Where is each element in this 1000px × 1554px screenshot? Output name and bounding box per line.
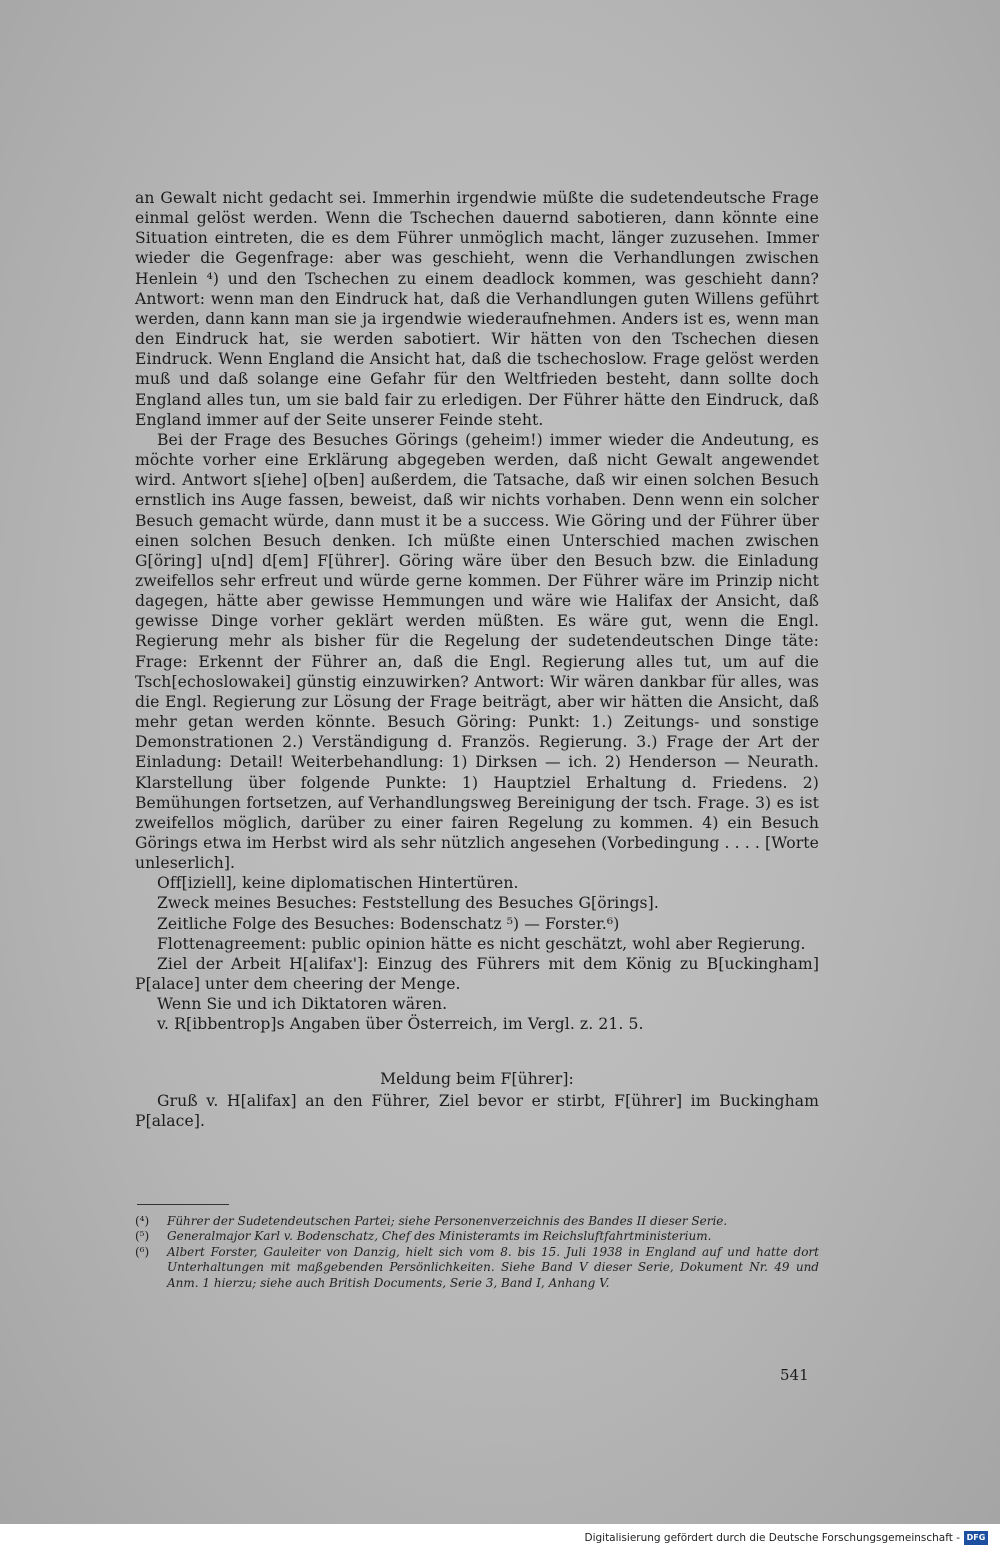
- paragraph-7: Ziel der Arbeit H[alifax']: Einzug des Führers mit dem König zu B[uckingham] P[alace] unter dem cheering der Menge.: [135, 954, 819, 994]
- footnote-5: [135, 1229, 819, 1244]
- footnote-text: Generalmajor Karl v. Bodenschatz, Chef des Ministeramts im Reichsluftfahrtministerium.: [167, 1229, 712, 1244]
- paragraph-5: Zeitliche Folge des Besuches: Bodenschatz ⁵) — Forster.⁶): [157, 914, 620, 933]
- footer-credit: Digitalisierung gefördert durch die Deutsche Forschungsgemeinschaft -: [584, 1532, 960, 1544]
- footnote-text: Albert Forster, Gauleiter von Danzig, hielt sich vom 8. bis 15. Juli 1938 in England auf und hatte dort Unterhaltungen mit maßgebenden Persönlichkeiten. Siehe Band V dieser Serie, Dokument Nr. 49 und Anm. 1 hierzu; siehe auch British Documents, Serie 3, Band I, Anhang V.: [167, 1244, 819, 1290]
- section-heading: Meldung beim F[ührer]:: [380, 1069, 574, 1088]
- paragraph-4: Zweck meines Besuches: Feststellung des Besuches G[örings].: [157, 894, 659, 913]
- paragraph-8: Wenn Sie und ich Diktatoren wären.: [157, 995, 448, 1014]
- paragraph-6: Flottenagreement: public opinion hätte es nicht geschätzt, wohl aber Regierung.: [157, 934, 806, 953]
- page-number: 541: [780, 1366, 809, 1384]
- paragraph-9: v. R[ibbentrop]s Angaben über Österreich, im Vergl. z. 21. 5.: [157, 1015, 644, 1034]
- paragraph-1: an Gewalt nicht gedacht sei. Immerhin irgendwie müßte die sudetendeutsche Frage einmal gelöst werden. Wenn die Tschechen dauernd sabotieren, dann könnte eine Situation eintreten, die es dem Führer unmöglich macht, länger zuzusehen. Immer wieder die Gegenfrage: aber was geschieht, wenn die Verhandlungen zwischen Henlein ⁴) und den Tschechen zu einem deadlock kommen, was geschieht dann? Antwort: wenn man den Eindruck hat, daß die Verhandlungen guten Willens geführt werden, dann kann man sie ja irgendwie wiederaufnehmen. Anders ist es, wenn man den Eindruck hat, sie werden sabotiert. Wir hätten von den Tschechen diesen Eindruck. Wenn England die Ansicht hat, daß die tschechoslow. Frage gelöst werden muß und daß solange eine Gefahr für den Weltfrieden besteht, dann sollte doch England alles tun, um sie bald fair zu erledigen. Der Führer hätte den Eindruck, daß England immer auf der Seite unserer Feinde steht.: [135, 189, 819, 429]
- dfg-logo-icon: DFG: [964, 1531, 988, 1545]
- footnote-4: [135, 1214, 819, 1229]
- footnote-number: (⁴): [135, 1214, 150, 1228]
- footnote-text: Führer der Sudetendeutschen Partei; siehe Personenverzeichnis des Bandes II dieser Serie.: [167, 1214, 728, 1228]
- footnote-6: [135, 1245, 819, 1291]
- paragraph-3: Off[iziell], keine diplomatischen Hintertüren.: [157, 874, 519, 893]
- footnotes: [135, 1214, 819, 1291]
- footnote-divider: [137, 1204, 229, 1205]
- document-body: [135, 188, 819, 1131]
- footnote-number: (⁵): [135, 1229, 150, 1244]
- paragraph-2: Bei der Frage des Besuches Görings (geheim!) immer wieder die Andeutung, es möchte vorher eine Erklärung abgegeben werden, daß nicht Gewalt angewendet wird. Antwort s[iehe] o[ben] außerdem, die Tatsache, daß wir einen solchen Besuch ernstlich ins Auge fassen, beweist, daß wir nichts vorhaben. Denn wenn ein solcher Besuch gemacht würde, dann must it be a success. Wie Göring und der Führer über einen solchen Besuch denken. Ich müßte einen Unterschied machen zwischen G[öring] u[nd] d[em] F[ührer]. Göring wäre über den Besuch bzw. die Einladung zweifellos sehr erfreut und würde gerne kommen. Der Führer wäre im Prinzip nicht dagegen, hätte aber gewisse Hemmungen und wäre wie Halifax der Ansicht, daß gewisse Dinge vorher geklärt werden müßten. Es wäre gut, wenn die Engl. Regierung mehr als bisher für die Regelung der sudetendeutschen Dinge täte: Frage: Erkennt der Führer an, daß die Engl. Regierung alles tut, um auf die Tsch[echoslowakei] günstig einzuwirken? Antwort: Wir wären dankbar für alles, was die Engl. Regierung zur Lösung der Frage beiträgt, aber wir hätten die Ansicht, daß mehr getan werden könnte. Besuch Göring: Punkt: 1.) Zeitungs- und sonstige Demonstrationen 2.) Verständigung d. Französ. Regierung. 3.) Frage der Art der Einladung: Detail! Weiterbehandlung: 1) Dirksen — ich. 2) Henderson — Neurath. Klarstellung über folgende Punkte: 1) Hauptziel Erhaltung d. Friedens. 2) Bemühungen fortsetzen, auf Verhandlungsweg Bereinigung der tsch. Frage. 3) es ist zweifellos möglich, darüber zu einer fairen Regelung zu kommen. 4) ein Besuch Görings etwa im Herbst wird als sehr nützlich angesehen (Vorbedingung . . . . [Worte unleserlich].: [135, 430, 820, 873]
- digitization-footer: [0, 1524, 1000, 1554]
- paragraph-10: Gruß v. H[alifax] an den Führer, Ziel bevor er stirbt, F[ührer] im Buckingham P[alace].: [135, 1091, 819, 1130]
- footnote-number: (⁶): [135, 1244, 150, 1259]
